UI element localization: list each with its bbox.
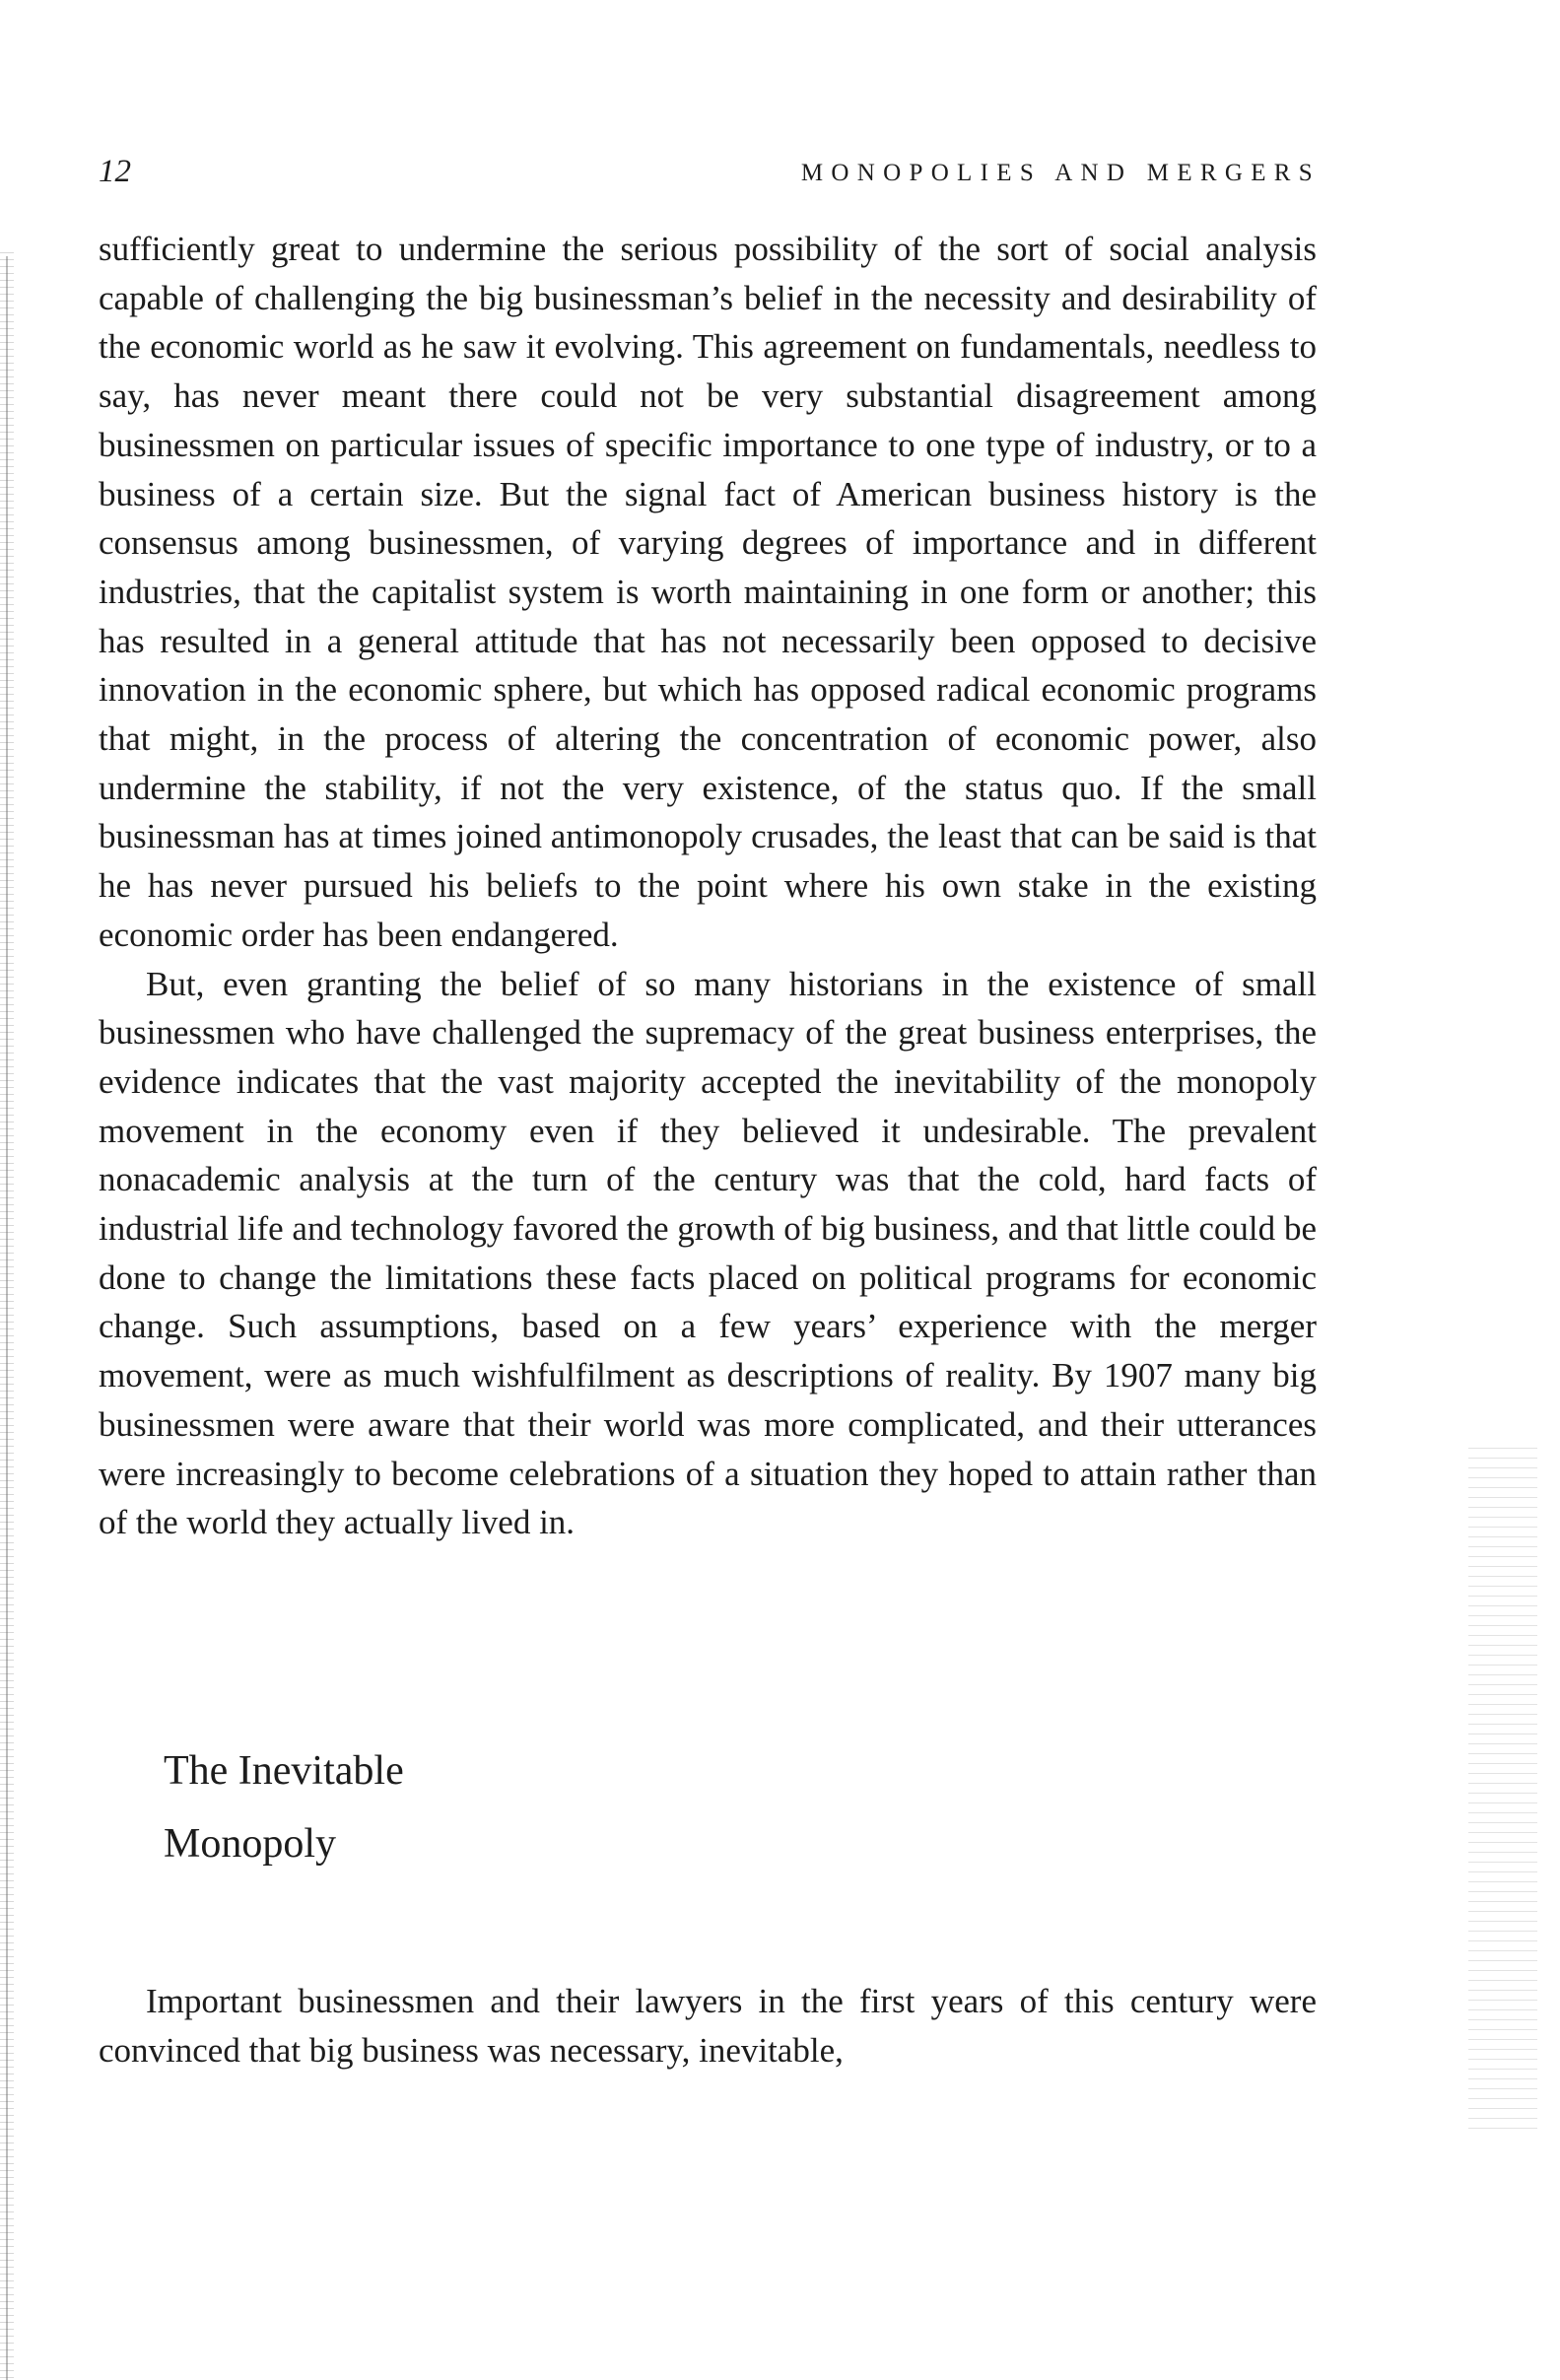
section-text xyxy=(99,1977,1317,2074)
section-heading-line-1: The Inevitable xyxy=(164,1748,404,1794)
section-heading xyxy=(164,1734,404,1880)
scan-edge-noise-right xyxy=(1468,1439,1537,2129)
paragraph-2: But, even granting the belief of so many historians in the existence of small businessmen who have challenged the supremacy of the great business enterprises, the evidence indicates that the vast majority accepted the inevitability of the monopoly movement in the economy even if they believed it undesirable. The prevalent nonacademic analysis at the turn of the century was that the cold, hard facts of industrial life and technology favored the growth of big business, and that little could be done to change the limitations these facts placed on political programs for economic change. Such assumptions, based on a few years’ experience with the merger movement, were as much wishfulfilment as descriptions of reality. By 1907 many big businessmen were aware that their world was more complicated, and their utterances were increasingly to become celebrations of a situation they hoped to attain rather than of the world they actually lived in. xyxy=(99,964,1317,1542)
page-header xyxy=(99,150,1321,193)
scan-edge-line-left xyxy=(6,256,8,2380)
main-text xyxy=(99,225,1317,1547)
section-heading-line-2: Monopoly xyxy=(164,1821,337,1867)
running-head: MONOPOLIES AND MERGERS xyxy=(800,160,1321,186)
page-number: 12 xyxy=(99,154,131,189)
paragraph-1: sufficiently great to undermine the serious possibility of the sort of social analysis capable of challenging the big businessman’s belief in the necessity and desirability of the economic world as he saw it evolving. This agreement on fundamentals, needless to say, has never meant there could not be very substantial disagreement among businessmen on particular issues of specific importance to one type of industry, or to a business of a certain size. But the signal fact of American business history is the consensus among businessmen, of varying degrees of importance and in different industries, that the capitalist system is worth maintaining in one form or another; this has resulted in a general attitude that has not necessarily been opposed to decisive innovation in the economic sphere, but which has opposed radical economic programs that might, in the process of altering the concentration of economic power, also undermine the stability, if not the very existence, of the status quo. If the small businessman has at times joined antimonopoly crusades, the least that can be said is that he has never pursued his beliefs to the point where his own stake in the existing economic order has been endangered. xyxy=(99,230,1317,954)
paragraph-3: Important businessmen and their lawyers in the first years of this century were convinced that big business was necessary, inevitable, xyxy=(99,1982,1317,2070)
